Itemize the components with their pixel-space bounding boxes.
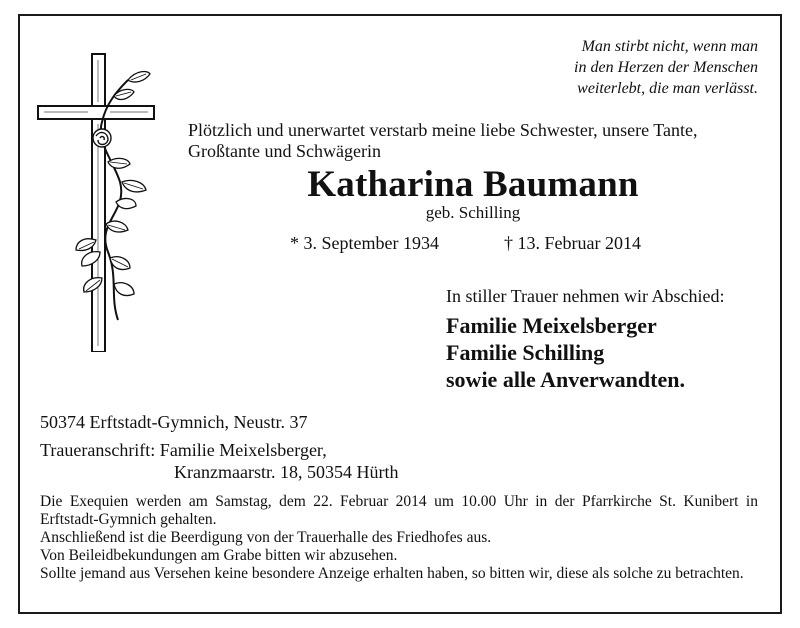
notice-funeral-mass: Die Exequien werden am Samstag, dem 22. Februar 2014 um 10.00 Uhr in der Pfarrkirche St. Kunibert in Erftstadt-Gymnich gehalten. [40,493,758,528]
notice-condolences: Von Beileidbekundungen am Grabe bitten wir abzusehen. [40,547,398,564]
cross-with-rose-icon [36,52,156,352]
memorial-quote [498,36,758,99]
address-block [40,411,440,483]
mourning-address-street: Kranzmaarstr. 18, 50354 Hürth [174,462,399,482]
announcement-intro [188,120,768,162]
quote-line: weiterlebt, die man verlässt. [577,80,758,97]
mourner-family: Familie Schilling [446,340,605,365]
mourner-family: Familie Meixelsberger [446,313,657,338]
intro-line: Großtante und Schwägerin [188,141,381,161]
life-dates [290,232,710,254]
mourning-address-line: Traueranschrift: Familie Meixelsberger, [40,440,327,460]
deceased-name: Katharina Baumann [307,164,639,205]
death-date: † 13. Februar 2014 [504,233,641,253]
birth-date: * 3. September 1934 [290,233,439,253]
quote-line: Man stirbt nicht, wenn man [581,38,758,55]
notice-no-card: Sollte jemand aus Versehen keine besondere Anzeige erhalten haben, so bitten wir, diese als solche zu betrachten. [40,565,744,582]
mourners-list [446,312,776,393]
quote-line: in den Herzen der Menschen [574,59,758,76]
home-address: 50374 Erftstadt-Gymnich, Neustr. 37 [40,412,308,432]
birth-name: geb. Schilling [425,203,521,222]
service-notice [40,493,758,583]
mourner-family: sowie alle Anverwandten. [446,367,685,392]
farewell-line: In stiller Trauer nehmen wir Abschied: [446,286,725,306]
intro-line: Plötzlich und unerwartet verstarb meine liebe Schwester, unsere Tante, [188,120,698,140]
notice-burial: Anschließend ist die Beerdigung von der Trauerhalle des Friedhofes aus. [40,529,492,546]
